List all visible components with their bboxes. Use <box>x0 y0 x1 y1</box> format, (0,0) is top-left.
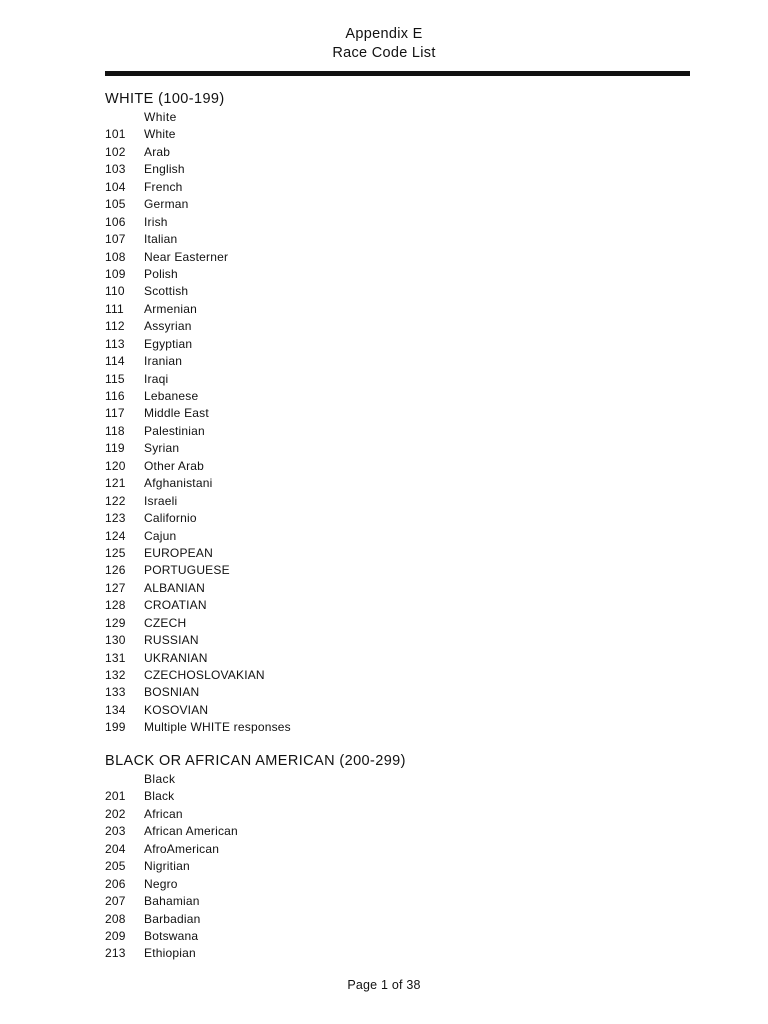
race-code: 201 <box>105 789 126 804</box>
list-item <box>105 371 291 388</box>
list-item <box>105 650 291 667</box>
race-label: CZECHOSLOVAKIAN <box>144 668 265 682</box>
race-label: Arab <box>144 144 171 159</box>
race-code: 115 <box>105 371 125 386</box>
race-code: 106 <box>105 214 126 229</box>
race-code: 199 <box>105 720 126 735</box>
list-item <box>105 893 238 910</box>
race-label: Nigritian <box>144 859 190 874</box>
race-label: Ethiopian <box>144 946 196 961</box>
list-item <box>105 458 291 475</box>
race-label: White <box>144 127 176 142</box>
race-code: 127 <box>105 580 126 595</box>
race-label: Bahamian <box>144 894 200 909</box>
list-item <box>105 580 291 597</box>
race-label: African <box>144 806 183 821</box>
race-label: KOSOVIAN <box>144 702 209 717</box>
list-item <box>105 440 291 457</box>
race-label: Near Easterner <box>144 249 229 264</box>
list-item <box>105 423 291 440</box>
race-code: 207 <box>105 894 126 909</box>
list-item <box>105 179 291 196</box>
race-code: 108 <box>105 249 126 264</box>
race-code: 124 <box>105 528 126 543</box>
race-label: RUSSIAN <box>144 633 199 648</box>
subhead-white: White <box>144 110 177 124</box>
race-code: 102 <box>105 144 126 159</box>
race-label: AfroAmerican <box>144 841 220 856</box>
list-item <box>105 249 291 266</box>
race-code: 113 <box>105 336 125 351</box>
race-label: Other Arab <box>144 458 205 473</box>
race-code: 128 <box>105 598 126 613</box>
race-code: 119 <box>105 441 125 456</box>
race-label: BOSNIAN <box>144 685 200 700</box>
race-label: Syrian <box>144 441 180 456</box>
list-item <box>105 231 291 248</box>
list-item <box>105 788 238 805</box>
race-label: Barbadian <box>144 911 201 926</box>
race-code: 103 <box>105 162 126 177</box>
list-item <box>105 266 291 283</box>
race-code: 117 <box>105 406 125 421</box>
list-item <box>105 911 238 928</box>
list-item <box>105 353 291 370</box>
list-item <box>105 719 291 736</box>
race-code: 123 <box>105 511 126 526</box>
race-code: 118 <box>105 423 125 438</box>
code-list-black <box>105 771 238 963</box>
race-label: CROATIAN <box>144 598 207 613</box>
list-item <box>105 318 291 335</box>
race-label: Middle East <box>144 406 209 421</box>
section-title-black: BLACK OR AFRICAN AMERICAN (200-299) <box>105 753 406 769</box>
appendix-title: Appendix E <box>345 26 423 42</box>
code-list-white <box>105 109 291 737</box>
race-label: PORTUGUESE <box>144 563 230 578</box>
race-code: 105 <box>105 197 126 212</box>
race-code: 134 <box>105 702 126 717</box>
list-item <box>105 823 238 840</box>
race-label: Israeli <box>144 493 178 508</box>
race-label: Lebanese <box>144 389 199 403</box>
header-divider <box>105 71 690 76</box>
race-code: 133 <box>105 685 126 700</box>
race-code: 120 <box>105 458 126 473</box>
list-item <box>105 214 291 231</box>
list-item <box>105 493 291 510</box>
race-label: Scottish <box>144 284 189 299</box>
race-label: Black <box>144 789 175 804</box>
race-label: French <box>144 179 183 194</box>
list-item <box>105 528 291 545</box>
race-label: Iranian <box>144 354 183 369</box>
list-item <box>105 388 291 405</box>
race-code: 202 <box>105 806 126 821</box>
race-label: German <box>144 197 189 212</box>
race-code: 130 <box>105 633 126 648</box>
race-label: African American <box>144 824 238 839</box>
subhead-black: Black <box>144 772 176 786</box>
race-label: Palestinian <box>144 423 205 438</box>
race-label: Armenian <box>144 301 197 316</box>
race-label: UKRANIAN <box>144 650 208 665</box>
list-item <box>105 283 291 300</box>
list-item <box>105 196 291 213</box>
race-code: 126 <box>105 563 126 578</box>
list-item <box>105 858 238 875</box>
race-label: CZECH <box>144 615 187 630</box>
race-label: Californio <box>144 511 197 526</box>
list-item <box>105 126 291 143</box>
race-code: 204 <box>105 841 126 856</box>
list-item <box>105 667 291 684</box>
list-item <box>105 841 238 858</box>
race-label: Polish <box>144 266 178 281</box>
list-item <box>105 562 291 579</box>
race-code: 213 <box>105 946 126 961</box>
list-item <box>105 702 291 719</box>
race-code: 107 <box>105 232 126 247</box>
race-code: 112 <box>105 319 125 334</box>
list-item <box>105 510 291 527</box>
race-code: 132 <box>105 668 126 682</box>
race-code: 129 <box>105 615 126 630</box>
document-title: Race Code List <box>332 45 436 61</box>
page-header <box>0 25 768 63</box>
list-item <box>105 615 291 632</box>
race-code: 203 <box>105 824 126 839</box>
list-item <box>105 336 291 353</box>
race-code: 110 <box>105 284 125 299</box>
list-item <box>105 545 291 562</box>
race-code: 104 <box>105 179 126 194</box>
race-code: 125 <box>105 545 126 560</box>
race-label: Iraqi <box>144 371 169 386</box>
race-code: 116 <box>105 389 125 403</box>
list-item <box>105 928 238 945</box>
race-label: Botswana <box>144 928 199 943</box>
race-label: Irish <box>144 214 168 229</box>
race-code: 205 <box>105 859 126 874</box>
list-item <box>105 597 291 614</box>
list-item <box>105 945 238 962</box>
race-code: 114 <box>105 354 125 369</box>
race-code: 109 <box>105 266 126 281</box>
list-item <box>105 876 238 893</box>
race-label: Italian <box>144 232 178 247</box>
list-item <box>105 475 291 492</box>
race-code: 206 <box>105 876 126 891</box>
race-label: English <box>144 162 185 177</box>
race-code: 101 <box>105 127 126 142</box>
race-label: Cajun <box>144 528 177 543</box>
race-code: 121 <box>105 476 126 491</box>
race-label: Multiple WHITE responses <box>144 720 291 735</box>
race-code: 131 <box>105 650 126 665</box>
list-item <box>105 405 291 422</box>
race-code: 122 <box>105 493 126 508</box>
race-code: 111 <box>105 301 124 316</box>
list-item <box>105 806 238 823</box>
race-label: Assyrian <box>144 319 192 334</box>
list-item <box>105 144 291 161</box>
race-label: Egyptian <box>144 336 193 351</box>
race-label: ALBANIAN <box>144 580 205 595</box>
race-label: Negro <box>144 876 178 891</box>
list-item <box>105 632 291 649</box>
race-code: 208 <box>105 911 126 926</box>
page-footer: Page 1 of 38 <box>347 978 421 992</box>
list-item <box>105 161 291 178</box>
list-item <box>105 684 291 701</box>
race-code: 209 <box>105 928 126 943</box>
race-label: Afghanistani <box>144 476 213 491</box>
list-item <box>105 301 291 318</box>
section-title-white: WHITE (100-199) <box>105 91 225 107</box>
race-label: EUROPEAN <box>144 545 213 560</box>
